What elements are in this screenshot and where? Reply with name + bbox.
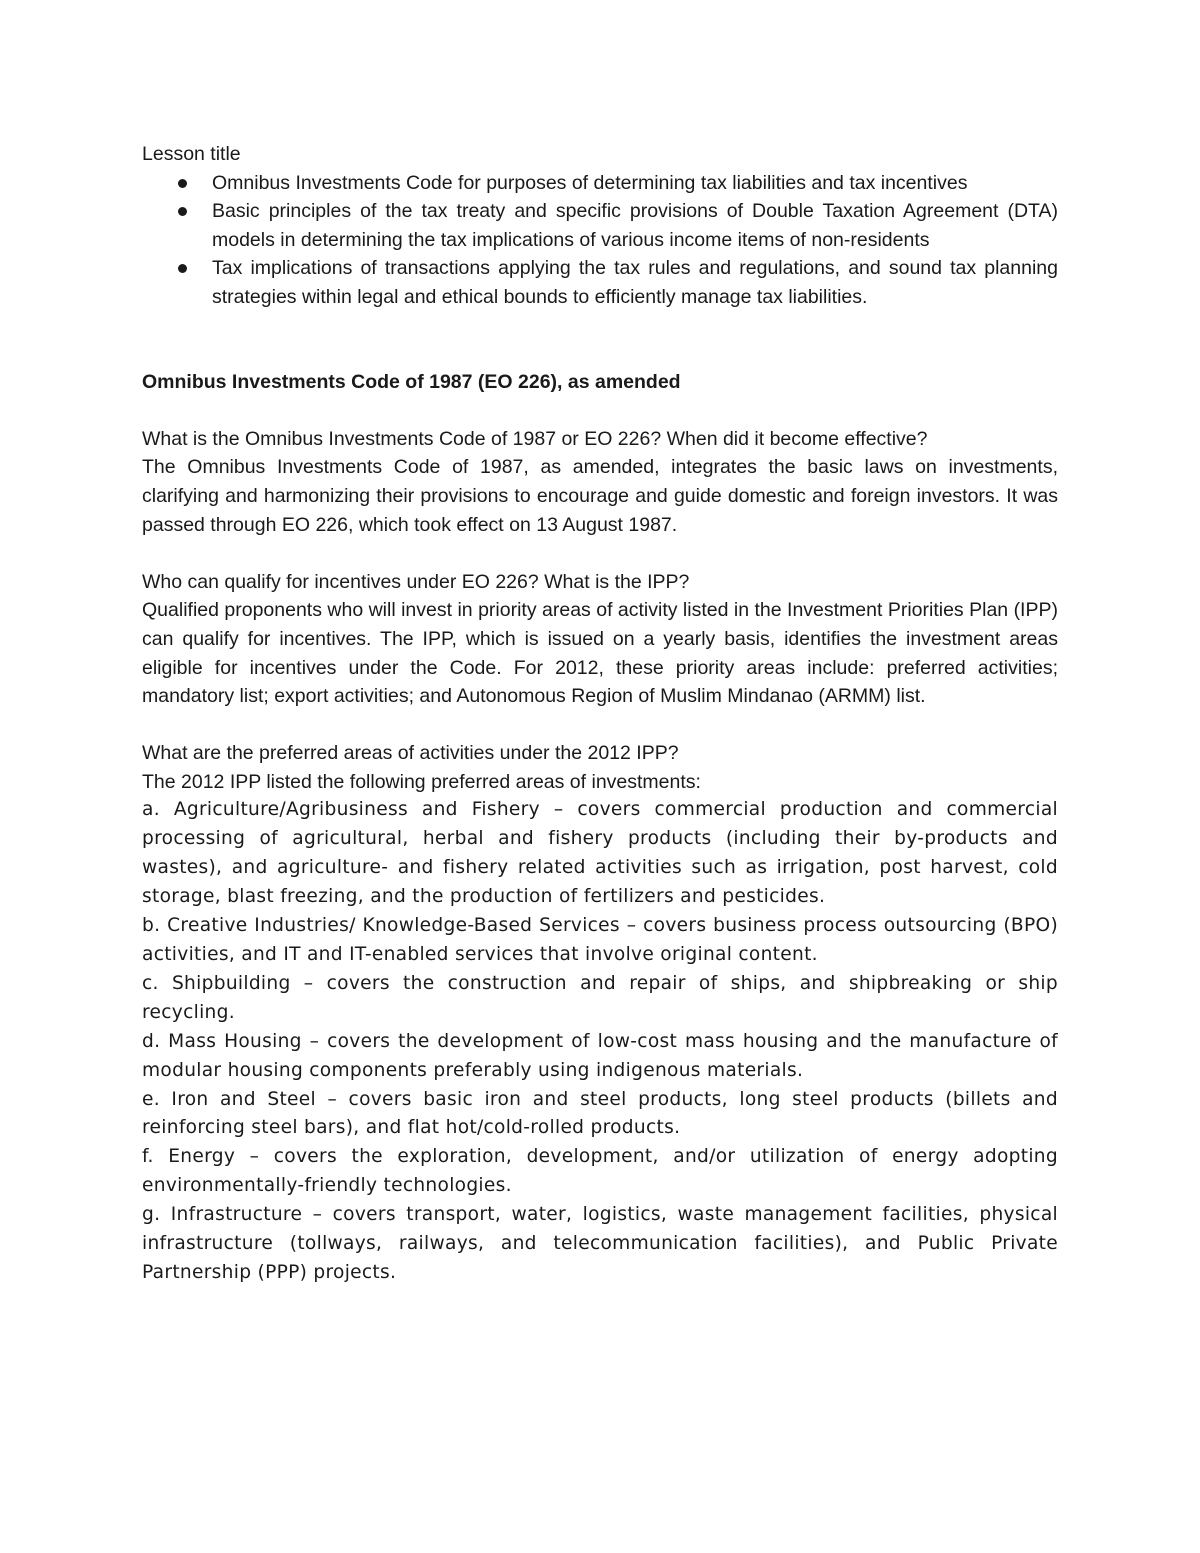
spacer xyxy=(142,396,1058,425)
spacer xyxy=(142,539,1058,568)
preferred-area-item: a. Agriculture/Agribusiness and Fishery – covers commercial production and commercial processing of agricultural, herbal and fishery products (including their by-products and wastes), and agriculture- and fishery related activities such as irrigation, post harvest, cold storage, blast freezing, and the production of fertilizers and pesticides. xyxy=(142,799,1058,908)
lesson-bullet-item xyxy=(142,169,1058,198)
question-1: What is the Omnibus Investments Code of 1987 or EO 226? When did it become effective? xyxy=(142,427,928,450)
lesson-bullet-list xyxy=(142,169,1058,312)
preferred-area-item: d. Mass Housing – covers the development of low-cost mass housing and the manufacture of modular housing components preferably using indigenous materials. xyxy=(142,1030,1058,1081)
bullet-dot-icon xyxy=(178,264,187,273)
preferred-area-item: e. Iron and Steel – covers basic iron and steel products, long steel products (billets and reinforcing steel bars), and flat hot/cold-rolled products. xyxy=(142,1088,1058,1139)
bullet-dot-icon xyxy=(178,179,187,188)
spacer xyxy=(142,711,1058,740)
preferred-area-item: b. Creative Industries/ Knowledge-Based Services – covers business process outsourcing (BPO) activities, and IT and IT-enabled services that involve original content. xyxy=(142,915,1058,965)
lesson-title: Lesson title xyxy=(142,143,241,165)
section-heading: Omnibus Investments Code of 1987 (EO 226), as amended xyxy=(142,370,681,393)
preferred-area-item: c. Shipbuilding – covers the construction and repair of ships, and shipbreaking or ship recycling. xyxy=(142,972,1058,1023)
lesson-bullet-item xyxy=(142,197,1058,254)
question-3: What are the preferred areas of activities under the 2012 IPP? xyxy=(142,742,679,765)
question-2: Who can qualify for incentives under EO 226? What is the IPP? xyxy=(142,570,690,593)
preferred-area-item: g. Infrastructure – covers transport, water, logistics, waste management facilities, physical infrastructure (tollways, railways, and telecommunication facilities), and Public Private Partnership (PPP) projects. xyxy=(142,1204,1058,1283)
answer-1: The Omnibus Investments Code of 1987, as amended, integrates the basic laws on investments, clarifying and harmonizing their provisions to encourage and guide domestic and foreign investors. It was passed through EO 226, which took effect on 13 August 1987. xyxy=(142,456,1058,536)
lesson-bullet-text: Basic principles of the tax treaty and specific provisions of Double Taxation Agreement (DTA) models in determining the tax implications of various income items of non-residents xyxy=(212,200,1058,251)
bullet-dot-icon xyxy=(178,207,187,216)
lesson-bullet-item xyxy=(142,254,1058,311)
lesson-bullet-text: Omnibus Investments Code for purposes of determining tax liabilities and tax incentives xyxy=(212,171,968,194)
preferred-area-item: f. Energy – covers the exploration, development, and/or utilization of energy adopting environmentally-friendly technologies. xyxy=(142,1146,1058,1197)
lesson-bullet-text: Tax implications of transactions applying the tax rules and regulations, and sound tax planning strategies within legal and ethical bounds to efficiently manage tax liabilities. xyxy=(212,257,1058,308)
answer-2: Qualified proponents who will invest in priority areas of activity listed in the Investment Priorities Plan (IPP) can qualify for incentives. The IPP, which is issued on a yearly basis, identifies the investment areas eligible for incentives under the Code. For 2012, these priority areas include: preferred activities; mandatory list; export activities; and Autonomous Region of Muslim Mindanao (ARMM) list. xyxy=(142,599,1058,708)
document-page xyxy=(142,140,1058,1288)
answer-3-intro: The 2012 IPP listed the following preferred areas of investments: xyxy=(142,770,701,793)
